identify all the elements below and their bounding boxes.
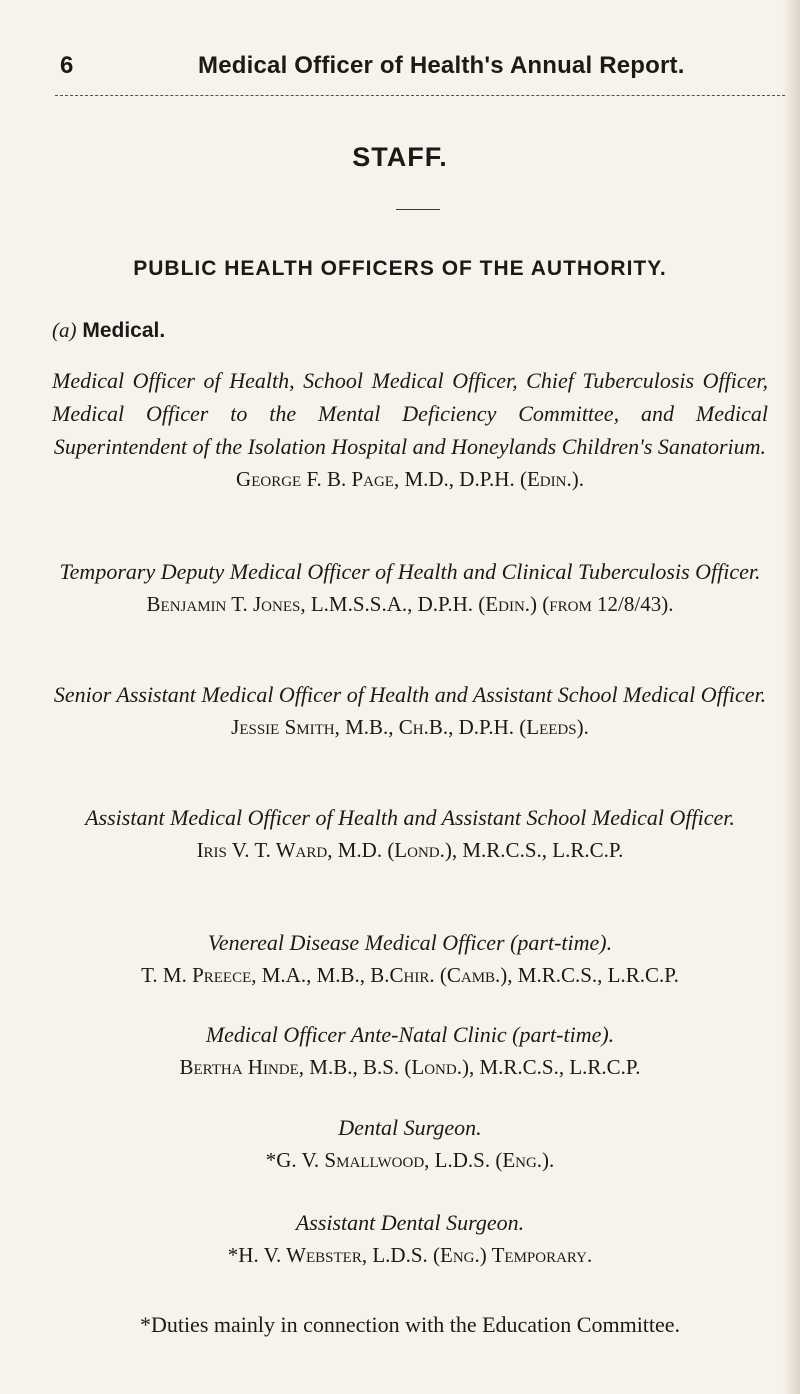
page-edge-shadow (782, 0, 800, 1394)
staff-role: Assistant Medical Officer of Health and Assistant School Medical Officer. (85, 805, 735, 830)
staff-entry (52, 926, 768, 992)
staff-role: Senior Assistant Medical Officer of Health and Assistant School Medical Officer. (53, 682, 767, 707)
staff-name: Bertha Hinde, M.B., B.S. (Lond.), M.R.C.S., L.R.C.P. (179, 1055, 641, 1079)
page-number: 6 (60, 52, 74, 79)
staff-name: Benjamin T. Jones, L.M.S.S.A., D.P.H. (Edin.) (from 12/8/43). (146, 592, 674, 616)
subsection-label: Medical. (82, 319, 166, 342)
staff-entry (52, 801, 768, 867)
staff-name: Jessie Smith, M.B., Ch.B., D.P.H. (Leeds). (231, 715, 589, 739)
staff-entry (52, 555, 768, 621)
staff-name: Iris V. T. Ward, M.D. (Lond.), M.R.C.S., L.R.C.P. (196, 838, 624, 862)
staff-entry (52, 678, 768, 744)
staff-role: Dental Surgeon. (338, 1115, 482, 1140)
section-title: PUBLIC HEALTH OFFICERS OF THE AUTHORITY. (133, 257, 667, 280)
staff-role: Temporary Deputy Medical Officer of Health and Clinical Tuberculosis Officer. (59, 559, 761, 584)
staff-entry (52, 364, 768, 496)
heading-divider (396, 209, 440, 210)
staff-entry (52, 1206, 768, 1272)
staff-role: Medical Officer of Health, School Medical Officer, Chief Tuberculosis Officer, Medical Officer to the Mental Deficiency Committee, and Medical Superintendent of the Isolation Hospital and Honeylands Children's Sanatorium. (52, 368, 768, 459)
staff-name: T. M. Preece, M.A., M.B., B.Chir. (Camb.), M.R.C.S., L.R.C.P. (141, 963, 679, 987)
subsection-marker: (a) (52, 318, 77, 342)
staff-role: Medical Officer Ante-Natal Clinic (part-time). (205, 1022, 615, 1047)
staff-entry (52, 1111, 768, 1177)
footnote: *Duties mainly in connection with the Education Committee. (139, 1312, 681, 1337)
header-rule (55, 95, 785, 96)
staff-role: Venereal Disease Medical Officer (part-time). (207, 930, 613, 955)
staff-name: *H. V. Webster, L.D.S. (Eng.) Temporary. (227, 1243, 593, 1267)
report-title: Medical Officer of Health's Annual Report. (198, 52, 685, 79)
staff-entry (52, 1018, 768, 1084)
subsection-heading (52, 318, 165, 343)
staff-name: *G. V. Smallwood, L.D.S. (Eng.). (265, 1148, 555, 1172)
page-heading: STAFF. (352, 142, 448, 172)
staff-name: George F. B. Page, M.D., D.P.H. (Edin.). (236, 467, 584, 491)
running-header (50, 52, 770, 92)
staff-role: Assistant Dental Surgeon. (295, 1210, 525, 1235)
